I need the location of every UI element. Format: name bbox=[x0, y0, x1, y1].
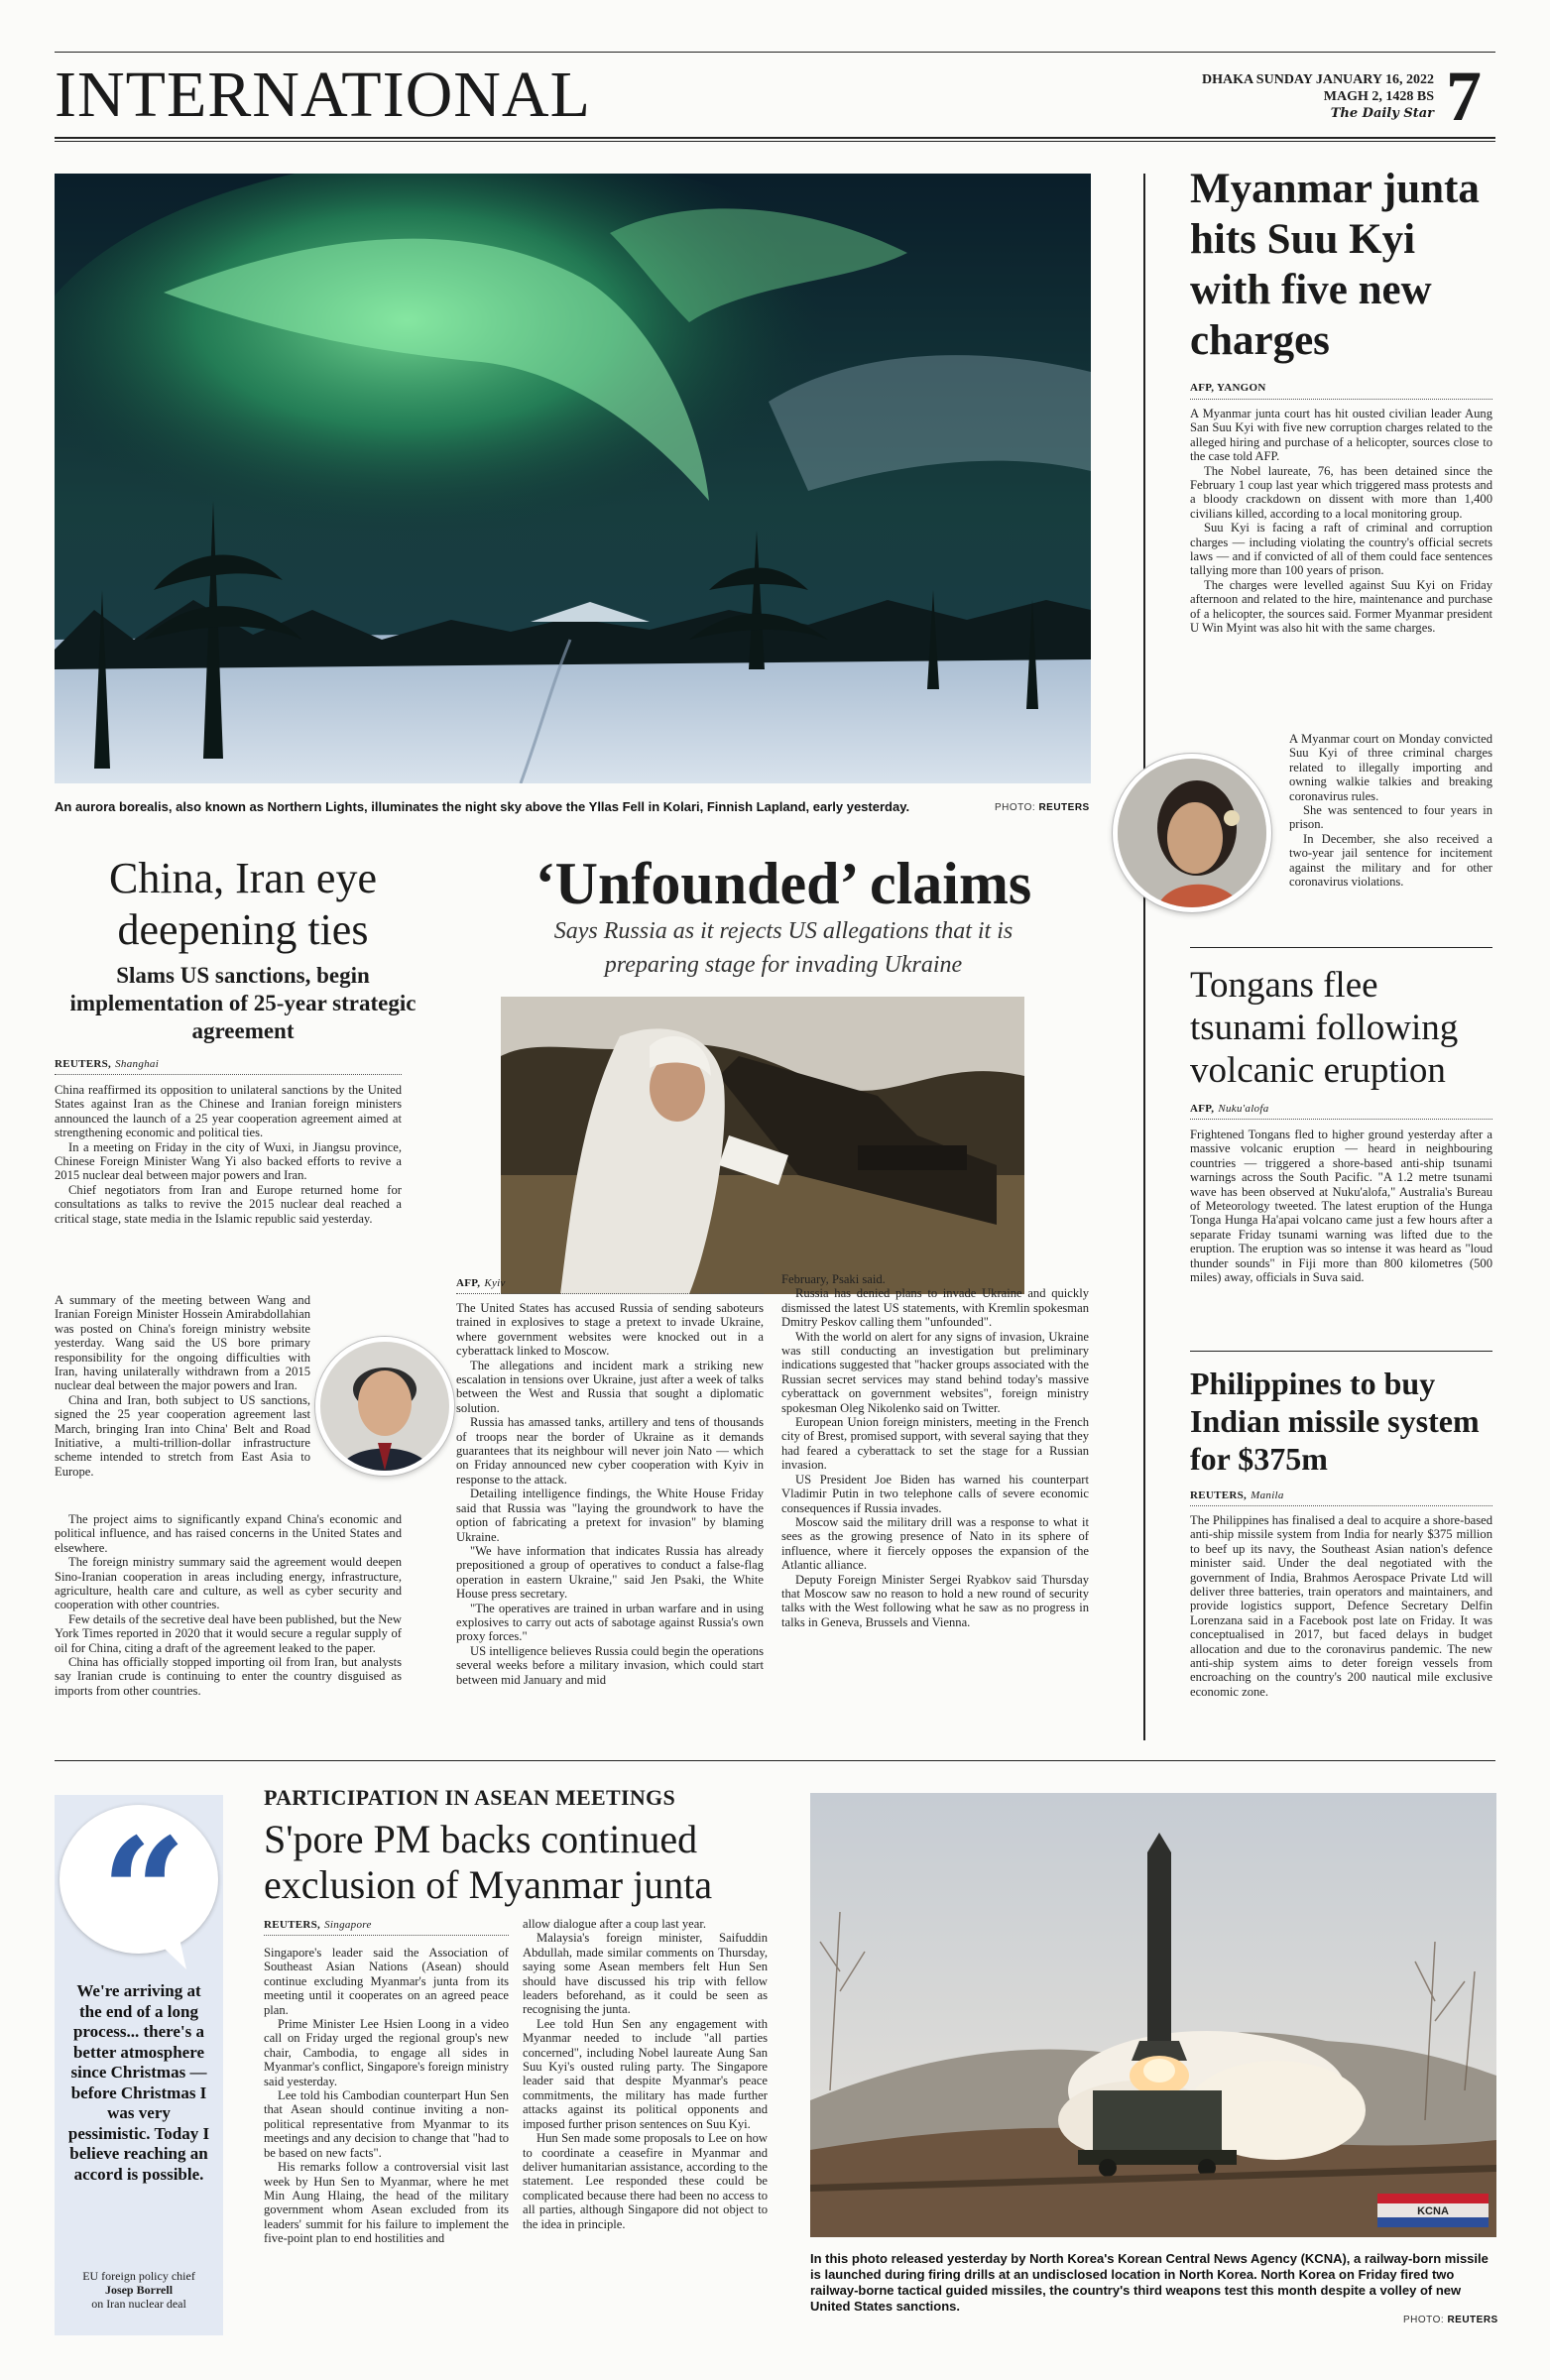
china-iran-paragraph: Few details of the secretive deal have been published, but the New York Times reported in 2020 that it would secure a regular supply of oil for China, citing a draft of the agreement leaked to the paper. bbox=[55, 1611, 402, 1655]
myanmar-paragraph: Suu Kyi is facing a raft of criminal and corruption charges — including violating the country's official secrets laws — and if convicted of all of them could face sentences tallying more than 100 years of prison. bbox=[1190, 521, 1492, 578]
asean-col1 bbox=[264, 1946, 509, 2246]
asean-paragraph: Singapore's leader said the Association of Southeast Asian Nations (Asean) should continue excluding Myanmar's junta from its meeting until it cooperates on an agreed peace plan. bbox=[264, 1946, 509, 2017]
russia-paragraph: February, Psaki said. bbox=[781, 1272, 886, 1286]
myanmar-body bbox=[1190, 407, 1492, 636]
myanmar-byline: AFP, YANGON bbox=[1190, 382, 1266, 394]
tonga-byline bbox=[1190, 1103, 1269, 1115]
dateline-date: DHAKA SUNDAY JANUARY 16, 2022 bbox=[1201, 72, 1434, 87]
quote-role: EU foreign policy chief bbox=[82, 2269, 195, 2283]
aurora-caption: An aurora borealis, also known as Northern Lights, illuminates the night sky above the Yllas Fell in Kolari, Finnish Lapland, early yesterday. bbox=[55, 799, 910, 814]
quote-context: on Iran nuclear deal bbox=[91, 2297, 186, 2311]
asean-paragraph: Prime Minister Lee Hsien Loong in a video call on Friday urged the regional group's new chair, Cambodia, to engage all sides in Myanmar's conflict, Singapore's foreign ministry said yesterday. bbox=[264, 2017, 509, 2088]
russia-paragraph: Russia has amassed tanks, artillery and tens of thousands of troops near the border of Ukraine as it demands guarantees that its neighbour will never join Nato — which on Friday announced new cyber cooperation with Kyiv in response to the attack. bbox=[456, 1415, 764, 1487]
asean-paragraph: His remarks follow a controversial visit last week by Hun Sen to Myanmar, where he met Min Aung Hlaing, the head of the military government whom Asean excluded from its leaders' summit for his failure to implement the five-point plan to end hostilities and bbox=[264, 2160, 509, 2246]
russia-place: Kyiv bbox=[484, 1277, 506, 1289]
russia-byline bbox=[456, 1277, 506, 1289]
wang-yi-portrait bbox=[315, 1337, 454, 1476]
page-number: 7 bbox=[1446, 57, 1482, 136]
tonga-headline: Tongans flee tsunami following volcanic eruption bbox=[1190, 965, 1459, 1091]
dateline-bangla: MAGH 2, 1428 BS bbox=[1323, 89, 1434, 104]
dateline bbox=[1091, 71, 1434, 122]
china-iran-subhead: Slams US sanctions, begin implementation of 25-year strategic agreement bbox=[69, 963, 417, 1043]
myanmar-paragraph: The Nobel laureate, 76, has been detained since the February 1 coup last year which triggered mass protests and a bloody crackdown on dissent with more than 1,400 civilians killed, according to a local monitoring group. bbox=[1190, 463, 1492, 521]
myanmar-body-wrap bbox=[1289, 732, 1492, 889]
asean-place: Singapore bbox=[324, 1919, 372, 1931]
kcna-watermark: KCNA bbox=[1417, 2205, 1449, 2217]
china-iran-byline bbox=[55, 1058, 159, 1070]
china-iran-headline: China, Iran eye deepening ties bbox=[109, 854, 377, 954]
russia-paragraph: "The operatives are trained in urban warfare and in using explosives to carry out acts of sabotage against Russia's own proxy forces." bbox=[456, 1601, 764, 1644]
china-iran-body bbox=[55, 1083, 402, 1226]
soldier-photo bbox=[501, 997, 1024, 1294]
philippines-place: Manila bbox=[1251, 1489, 1284, 1501]
section-title: INTERNATIONAL bbox=[55, 59, 591, 131]
missile-credit-prefix: PHOTO: bbox=[1403, 2315, 1445, 2325]
quote-name: Josep Borrell bbox=[104, 2283, 174, 2297]
myanmar-paragraph: A Myanmar junta court has hit ousted civilian leader Aung San Suu Kyi with five new corruption charges related to the alleged hiring and purchase of a helicopter, sources close to the case told AFP. bbox=[1190, 407, 1492, 464]
asean-col2 bbox=[523, 1917, 768, 2231]
russia-paragraph: With the world on alert for any signs of invasion, Ukraine was still conducting an investigation but preliminary indications suggested that "hacker groups associated with the Russian secret services may stand behind today's massive cyberattack on government websites", foreign ministry spokesman Oleg Nikolenko said on Twitter. bbox=[781, 1329, 1089, 1415]
asean-paragraph: Malaysia's foreign minister, Saifuddin Abdullah, made similar comments on Thursday, saying some Asean members felt Hun Sen should have discussed his trip with fellow leaders beforehand, as it could be seen as recognising the junta. bbox=[523, 1931, 768, 2017]
asean-kicker: PARTICIPATION IN ASEAN MEETINGS bbox=[264, 1785, 675, 1810]
myanmar-paragraph: In December, she also received a two-year jail sentence for incitement against the military and for other coronavirus violations. bbox=[1289, 831, 1492, 890]
asean-paragraph: Lee told his Cambodian counterpart Hun Sen that Asean should continue inviting a non-political representative from Myanmar to its meetings and any decision to change that "had to be based on new facts". bbox=[264, 2088, 509, 2160]
russia-paragraph: Detailing intelligence findings, the White House Friday said that Russia was "laying the groundwork to have the option of fabricating a pretext for invasion" by blaming Ukraine. bbox=[456, 1487, 764, 1544]
missile-photo bbox=[810, 1793, 1496, 2237]
asean-paragraph: allow dialogue after a coup last year. bbox=[523, 1917, 706, 1931]
china-iran-paragraph: Chief negotiators from Iran and Europe returned home for consultations as talks to revive the 2015 nuclear deal reached a critical stage, state media in the Islamic republic said yesterday. bbox=[55, 1182, 402, 1226]
myanmar-headline: Myanmar junta hits Suu Kyi with five new charges bbox=[1190, 166, 1480, 364]
missile-credit-source: REUTERS bbox=[1447, 2315, 1498, 2325]
russia-deck: Says Russia as it rejects US allegations that it is preparing stage for invading Ukraine bbox=[553, 918, 1013, 978]
russia-paragraph: US intelligence believes Russia could begin the operations several weeks before a military invasion, which could start between mid January and mid bbox=[456, 1643, 764, 1687]
missile-credit bbox=[1403, 2315, 1498, 2325]
aurora-photo-graphic bbox=[55, 174, 1091, 783]
russia-paragraph: The United States has accused Russia of sending saboteurs trained in explosives to stage a pretext to invade Ukraine, where government websites were knocked out in a cyberattack linked to Moscow. bbox=[456, 1301, 764, 1359]
philippines-body: The Philippines has finalised a deal to acquire a shore-based anti-ship missile system from India for nearly $375 million to beef up its navy, the Southeast Asian nation's defence minister said. Under the deal negotiated with the government of India, Brahmos Aerospace Private Ltd will deliver three batteries, train operators and maintainers, and provide logistics support, Defence Secretary Delfin Lorenzana said in a Facebook post late on Friday. It was conceptualised in 2017, but faced delays in budget allocation and due to the coronavirus pandemic. The new anti-ship system aims to deter foreign vessels from encroaching on the country's 200 nautical mile exclusive economic zone. bbox=[1190, 1513, 1492, 1699]
myanmar-paragraph: She was sentenced to four years in prison. bbox=[1289, 803, 1492, 832]
russia-agency: AFP, bbox=[456, 1277, 481, 1289]
russia-col1 bbox=[456, 1301, 764, 1687]
philippines-byline bbox=[1190, 1489, 1284, 1501]
quote-attribution bbox=[62, 2269, 215, 2311]
russia-col2 bbox=[781, 1272, 1089, 1629]
china-iran-place: Shanghai bbox=[115, 1058, 160, 1070]
tonga-body: Frightened Tongans fled to higher ground yesterday after a massive volcanic eruption — heard in neighbouring countries — triggered a shore-based anti-ship tsunami warnings across the South Pacific. "A 1.2 metre tsunami wave has been observed at Nuku'alofa," Australia's Bureau of Meteorology tweeted. The latest eruption of the Hunga Tonga Hunga Ha'apai volcano came just a few hours after a separate Friday tsunami warning was lifted due to the eruption. The eruption was so intense it was heard as "loud thunder sounds" in Fiji more than 800 kilometres (500 miles) away, officials in Suva said. bbox=[1190, 1128, 1492, 1285]
aurora-photo bbox=[55, 174, 1091, 783]
china-iran-paragraph: A summary of the meeting between Wang and Iranian Foreign Minister Hossein Amirabdollahian was posted on China's foreign ministry website yesterday. Wang said the US bore primary responsibility for the ongoing difficulties with Iran, having unilaterally withdrawn from a 2015 nuclear deal between the major powers and Iran. bbox=[55, 1293, 310, 1393]
missile-caption: In this photo released yesterday by North Korea's Korean Central News Agency (KCNA), a railway-born missile is launched during firing drills at an undisclosed location in North Korea. North Korea on Friday fired two railway-borne tactical guided missiles, the country's third weapons test this month despite a volley of new United States sanctions. bbox=[810, 2251, 1489, 2314]
quote-box bbox=[55, 1795, 223, 2335]
tonga-place: Nuku'alofa bbox=[1218, 1103, 1269, 1115]
china-iran-paragraph: China has officially stopped importing oil from Iran, but analysts say Iranian crude is continuing to enter the country disguised as imports from other countries. bbox=[55, 1655, 402, 1698]
asean-paragraph: Lee told Hun Sen any engagement with Myanmar needed to include "all parties concerned", including Nobel laureate Aung San Suu Kyi's ousted ruling party. The Singapore leader said that despite Myanmar's peace commitments, the military has made further attacks against its political opponents and imposed further prison sentences on Suu Kyi. bbox=[523, 2016, 768, 2131]
china-iran-paragraph: The foreign ministry summary said the agreement would deepen Sino-Iranian cooperation in areas including energy, infrastructure, agriculture, health care and culture, as well as cyber security and cooperation with other countries. bbox=[55, 1555, 402, 1612]
aurora-credit bbox=[995, 802, 1090, 813]
russia-headline: ‘Unfounded’ claims bbox=[535, 851, 1032, 916]
russia-paragraph: Russia has denied plans to invade Ukraine and quickly dismissed the latest US statements, with Kremlin spokesman Dmitry Peskov calling them "unfounded". bbox=[781, 1286, 1089, 1330]
china-iran-body-wrap bbox=[55, 1293, 310, 1479]
asean-byline bbox=[264, 1919, 372, 1931]
myanmar-paragraph: A Myanmar court on Monday convicted Suu Kyi of three criminal charges related to illegally importing and owning walkie talkies and breaking coronavirus rules. bbox=[1289, 732, 1492, 803]
soldier-photo-graphic bbox=[501, 997, 1024, 1294]
suu-kyi-portrait bbox=[1113, 754, 1271, 912]
china-iran-body-end bbox=[55, 1512, 402, 1698]
myanmar-paragraph: The charges were levelled against Suu Kyi on Friday afternoon and related to the hire, maintenance and purchase of a helicopter, the sources said. Former Myanmar president U Win Myint was also hit with the same charges. bbox=[1190, 577, 1492, 636]
china-iran-paragraph: The project aims to significantly expand China's economic and political influence, and has raised concerns in the United States and elsewhere. bbox=[55, 1512, 402, 1555]
asean-agency: REUTERS, bbox=[264, 1919, 321, 1931]
aurora-credit-source: REUTERS bbox=[1038, 802, 1090, 813]
russia-paragraph: European Union foreign ministers, meeting in the French city of Brest, promised support, with several saying that they had feared a cyberattack to set the stage for a Russian invasion. bbox=[781, 1415, 1089, 1473]
russia-paragraph: Moscow said the military drill was a response to what it sees as the growing presence of Nato in its sphere of influence, where it fiercely opposes the expansion of the Atlantic alliance. bbox=[781, 1514, 1089, 1573]
china-iran-agency: REUTERS, bbox=[55, 1058, 112, 1070]
philippines-headline: Philippines to buy Indian missile system for $375m bbox=[1190, 1366, 1480, 1477]
asean-paragraph: Hun Sen made some proposals to Lee on how to coordinate a ceasefire in Myanmar and deliver humanitarian assistance, according to the statement. Lee responded these could be complicated because there had been no access to all parties, although Singapore did not object to the idea in principle. bbox=[523, 2131, 768, 2231]
china-iran-paragraph: China and Iran, both subject to US sanctions, signed the 25 year cooperation agreement last March, bringing Iran into China' Belt and Road Initiative, a multi-trillion-dollar infrastructure scheme intended to stretch from East Asia to Europe. bbox=[55, 1392, 310, 1479]
russia-paragraph: US President Joe Biden has warned his counterpart Vladimir Putin in two telephone calls of severe economic consequences if Russia invades. bbox=[781, 1472, 1089, 1515]
china-iran-paragraph: In a meeting on Friday in the city of Wuxi, in Jiangsu province, Chinese Foreign Minister Wang Yi also backed efforts to revive a 2015 nuclear deal between major powers and Iran. bbox=[55, 1139, 402, 1183]
russia-paragraph: Deputy Foreign Minister Sergei Ryabkov said Thursday that Moscow saw no reason to hold a new round of security talks with the West following what he saw as no progress in talks in Geneva, Brussels and Vienna. bbox=[781, 1572, 1089, 1629]
wang-yi-portrait-graphic bbox=[320, 1342, 449, 1471]
quote-mark-icon: “ bbox=[100, 1806, 187, 1980]
paper-logo: The Daily Star bbox=[1330, 106, 1434, 121]
russia-paragraph: The allegations and incident mark a striking new escalation in tensions over Ukraine, just after a week of talks between the West and Russia that sought a diplomatic solution. bbox=[456, 1358, 764, 1415]
asean-headline: S'pore PM backs continued exclusion of Myanmar junta bbox=[264, 1817, 713, 1907]
russia-paragraph: "We have information that indicates Russia has already prepositioned a group of operatives to conduct a false-flag operation in eastern Ukraine," said Jen Psaki, the White House press secretary. bbox=[456, 1543, 764, 1602]
missile-photo-graphic bbox=[810, 1793, 1496, 2237]
china-iran-paragraph: China reaffirmed its opposition to unilateral sanctions by the United States against Iran as the Chinese and Iranian foreign ministers announced the launch of a 25 year cooperation agreement aimed at strengthening economic and political ties. bbox=[55, 1083, 402, 1140]
tonga-agency: AFP, bbox=[1190, 1103, 1215, 1115]
philippines-agency: REUTERS, bbox=[1190, 1489, 1248, 1501]
suu-kyi-portrait-graphic bbox=[1118, 759, 1266, 907]
aurora-credit-prefix: PHOTO: bbox=[995, 802, 1036, 813]
quote-text: We're arriving at the end of a long process... there's a better atmosphere since Christmas — before Christmas I was very pessimistic. Today I believe reaching an accord is possible. bbox=[67, 1981, 210, 2184]
